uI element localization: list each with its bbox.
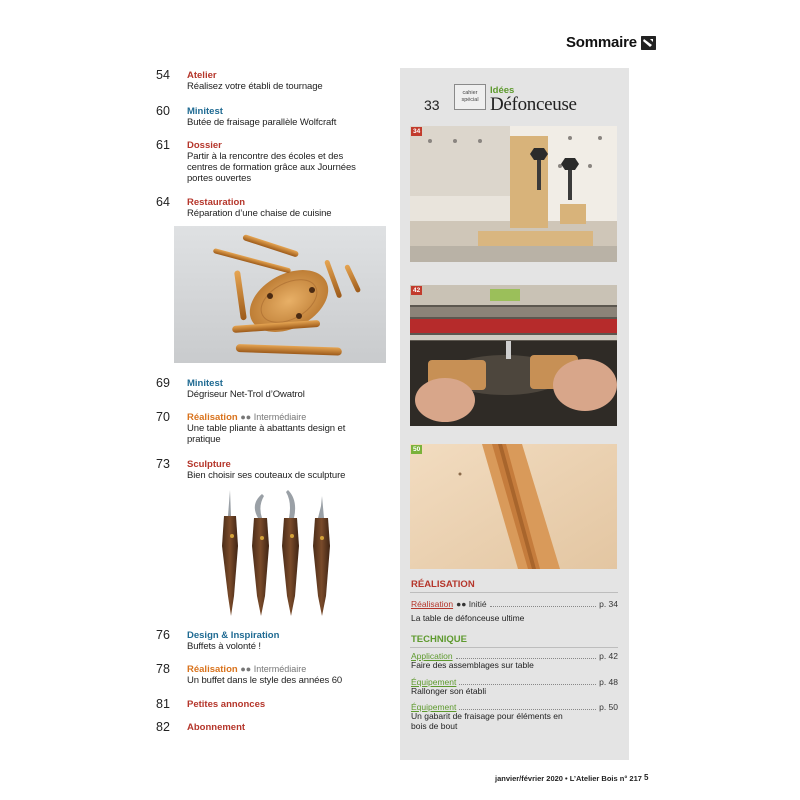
item-subtitle: Faire des assemblages sur table <box>411 660 534 670</box>
page-title: Sommaire <box>566 34 637 51</box>
item-label: Équipement <box>411 677 457 687</box>
entry-description: Butée de fraisage parallèle Wolfcraft <box>187 117 337 128</box>
section-heading-realisation: RÉALISATION <box>411 579 475 590</box>
item-subtitle: Rallonger son établi <box>411 686 487 696</box>
photo-tag: 42 <box>413 287 421 294</box>
page-number: 81 <box>156 697 170 711</box>
page-number: 64 <box>156 195 170 209</box>
end-grain-routing-photo <box>410 444 617 569</box>
item-label: Équipement <box>411 702 457 712</box>
panel-page-number: 33 <box>424 97 440 113</box>
category-label: Abonnement <box>187 722 246 733</box>
item-label: Réalisation <box>411 599 454 609</box>
cahier-special-badge <box>454 84 486 110</box>
item-page: p. 42 <box>599 651 618 661</box>
chair-photo <box>174 226 386 363</box>
item-subtitle: La table de défonceuse ultime <box>411 613 525 623</box>
leader-dots <box>490 599 596 607</box>
entry-description: Réparation d’une chaise de cuisine <box>187 208 332 219</box>
page-number: 60 <box>156 104 170 118</box>
saw-icon <box>641 36 656 50</box>
page-number: 82 <box>156 720 170 734</box>
leader-dots <box>459 677 596 685</box>
page-number: 70 <box>156 410 170 424</box>
item-page: p. 50 <box>599 702 618 712</box>
category-label <box>187 664 407 675</box>
level-indicator: ●● Intermédiaire <box>240 664 307 674</box>
section-divider <box>410 647 618 648</box>
leader-dots <box>459 702 596 710</box>
panel-title: Défonceuse <box>490 94 577 115</box>
panel-item-realisation[interactable] <box>411 599 618 610</box>
page-number: 76 <box>156 628 170 642</box>
category-label: Minitest <box>187 106 223 117</box>
category-label: Restauration <box>187 197 246 208</box>
item-subtitle: Un gabarit de fraisage pour éléments en bois de bout <box>411 711 563 731</box>
section-divider <box>410 592 618 593</box>
category-label: Dossier <box>187 140 222 151</box>
entry-description: Partir à la rencontre des écoles et des centres de formation grâce aux Journées portes ouvertes <box>187 151 356 184</box>
entry-description: Bien choisir ses couteaux de sculpture <box>187 470 346 481</box>
item-page: p. 48 <box>599 677 618 687</box>
category-label: Design & Inspiration <box>187 630 280 641</box>
router-table-photo <box>410 126 617 262</box>
category-label: Sculpture <box>187 459 231 470</box>
carving-knives-photo <box>200 486 345 620</box>
page-number: 78 <box>156 662 170 676</box>
entry-description: Une table pliante à abattants design et pratique <box>187 423 346 445</box>
section-heading-technique: TECHNIQUE <box>411 634 467 645</box>
leader-dots <box>456 651 597 659</box>
item-page: p. 34 <box>599 599 618 609</box>
item-label: Application <box>411 651 453 661</box>
category-label: Atelier <box>187 70 217 81</box>
page-number: 61 <box>156 138 170 152</box>
category-label: Minitest <box>187 378 223 389</box>
level-indicator: ●● Intermédiaire <box>240 412 307 422</box>
dovetail-routing-photo <box>410 285 617 426</box>
panel-category: Idées <box>490 85 515 96</box>
entry-description: Un buffet dans le style des années 60 <box>187 675 343 686</box>
page-number: 73 <box>156 457 170 471</box>
category-text: Réalisation <box>187 664 238 675</box>
photo-tag: 34 <box>413 128 421 135</box>
cahier-label: cahier spécial <box>461 90 479 103</box>
page-number: 54 <box>156 68 170 82</box>
entry-description: Buffets à volonté ! <box>187 641 261 652</box>
entry-description: Dégriseur Net-Trol d’Owatrol <box>187 389 305 400</box>
category-label <box>187 412 367 423</box>
category-label: Petites annonces <box>187 699 266 710</box>
level-indicator: ●● Initié <box>456 599 487 609</box>
photo-tag: 50 <box>413 446 421 453</box>
entry-description: Réalisez votre établi de tournage <box>187 81 323 92</box>
page-number: 69 <box>156 376 170 390</box>
footer-issue-info: janvier/février 2020 • L’Atelier Bois n° 217 <box>495 774 642 783</box>
footer-page-number: 5 <box>644 773 649 782</box>
category-text: Réalisation <box>187 412 238 423</box>
